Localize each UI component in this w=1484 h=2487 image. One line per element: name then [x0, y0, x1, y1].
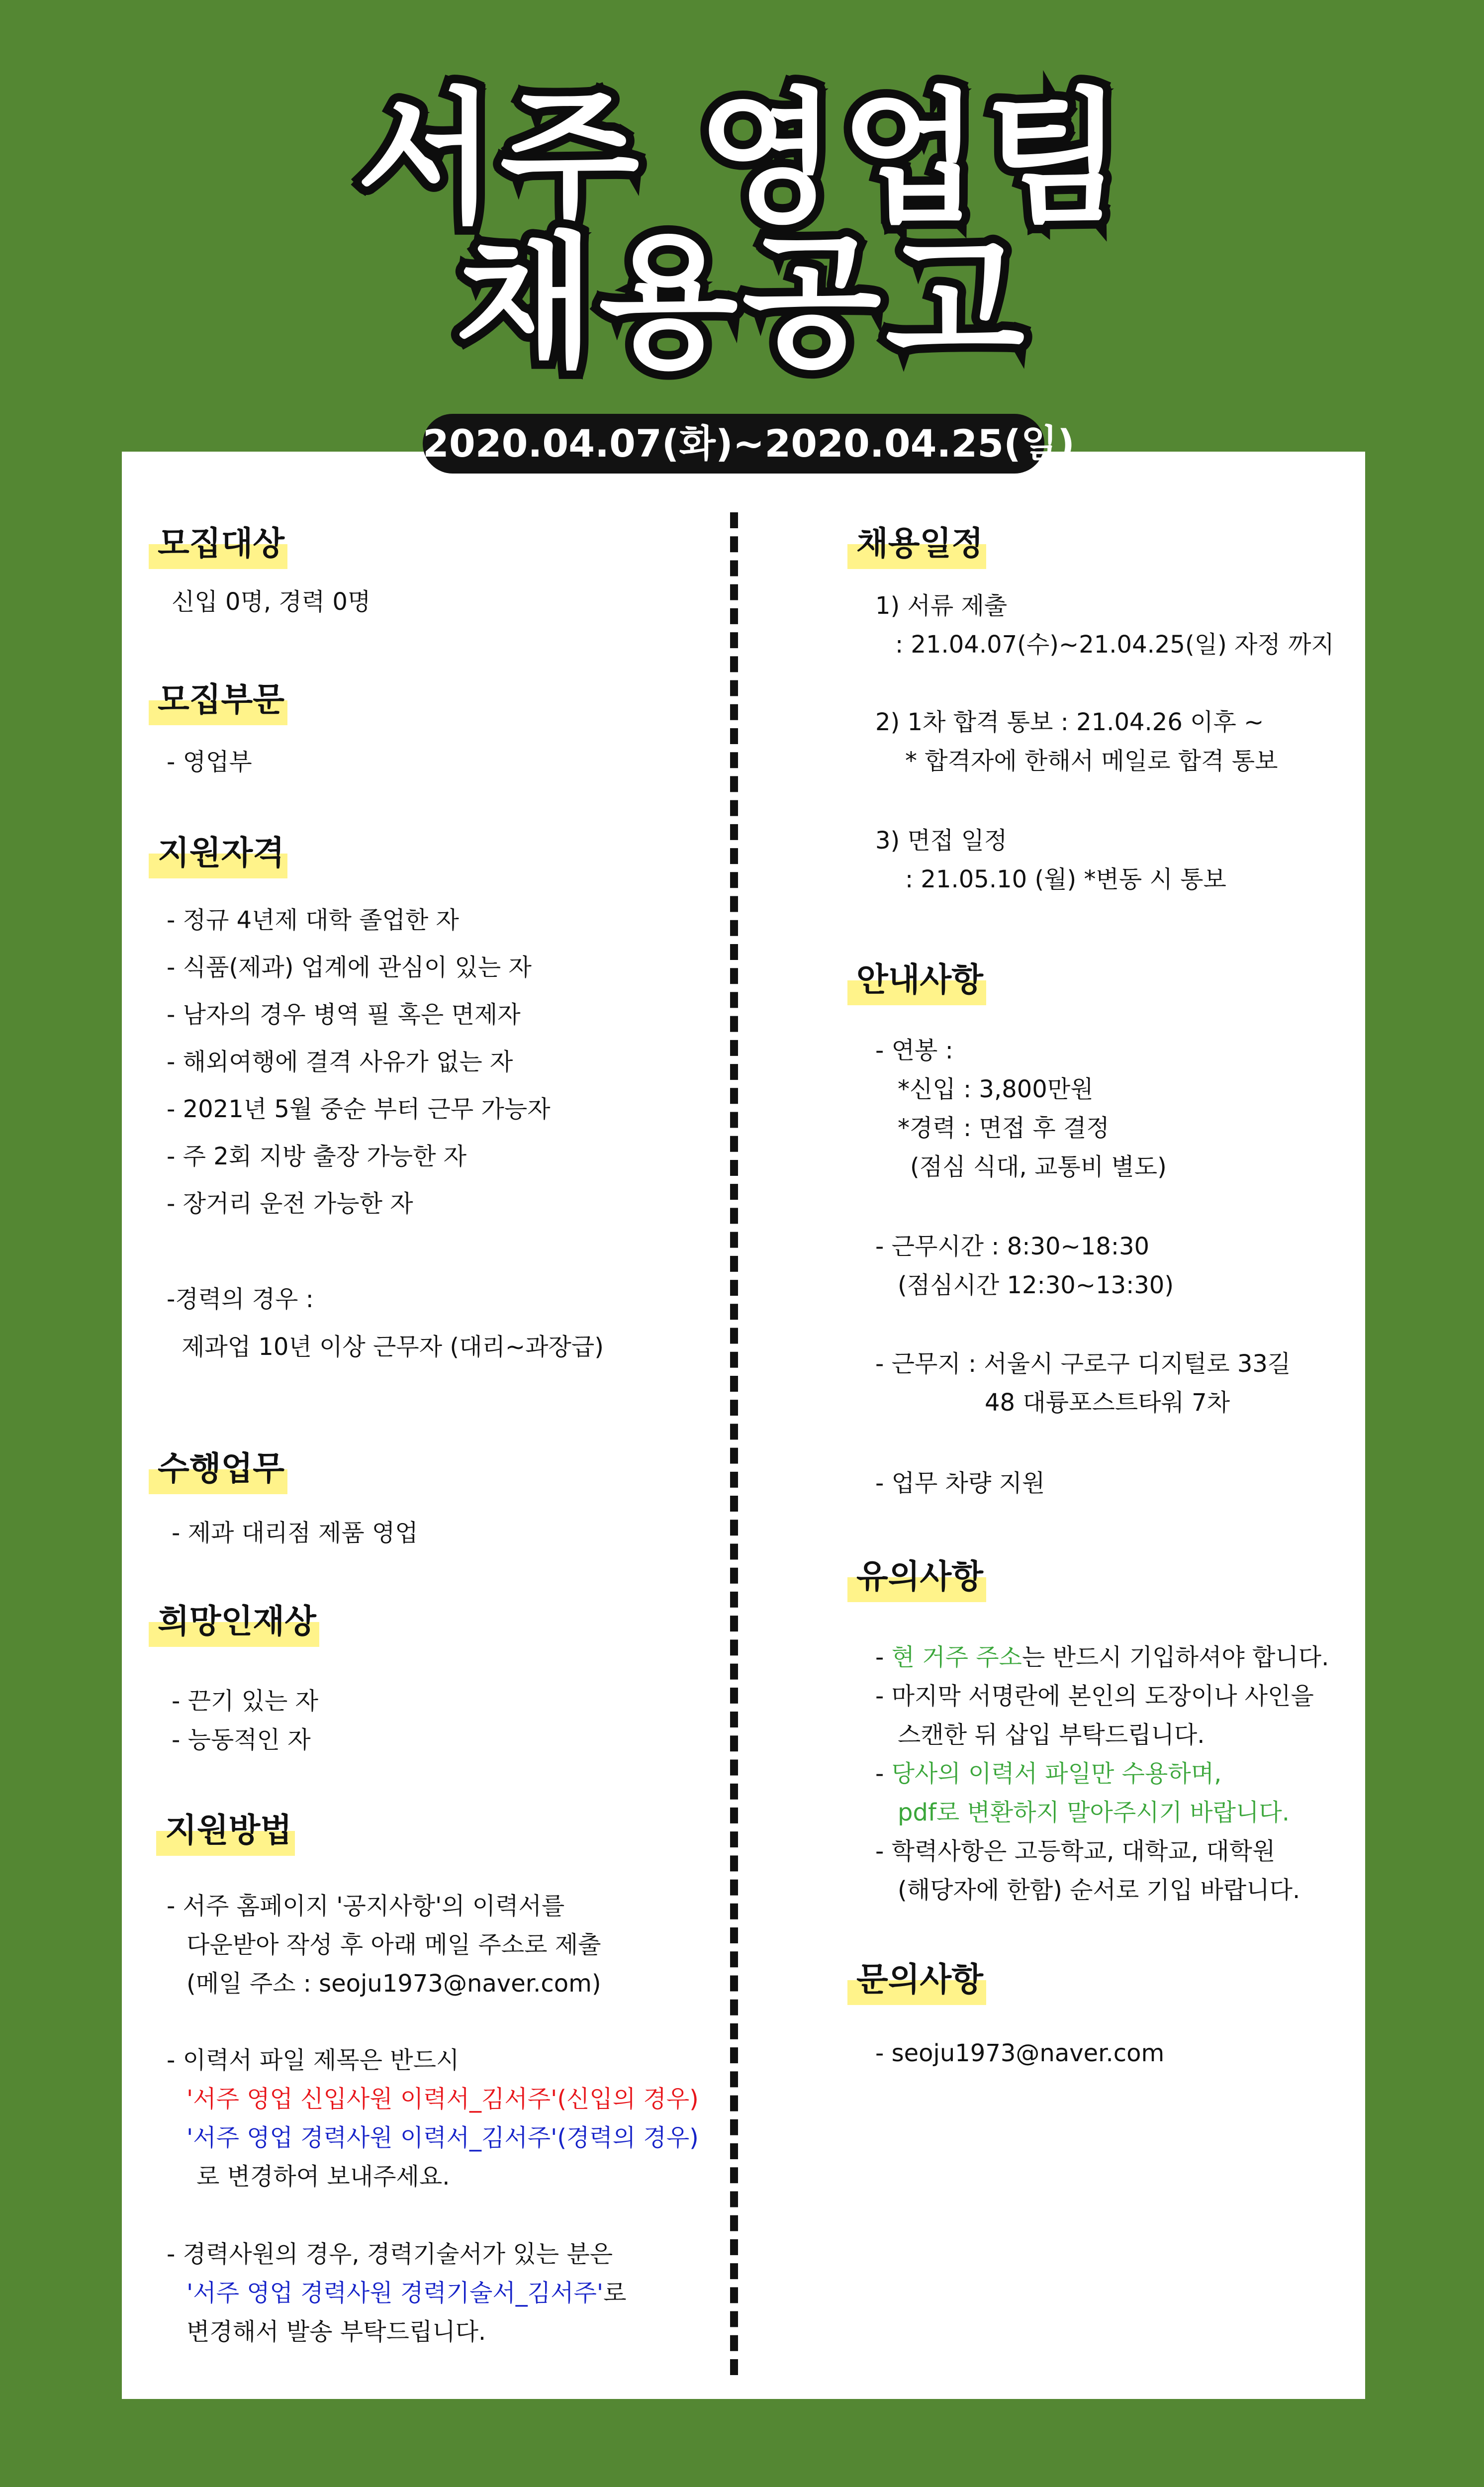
info-line: (점심 식대, 교통비 별도): [910, 1153, 1167, 1181]
qualification-item: - 해외여행에 결격 사유가 없는 자: [167, 1048, 513, 1076]
heading-qualifications: 지원자격: [152, 831, 290, 875]
apply-line: 변경해서 발송 부탁드립니다.: [186, 2318, 486, 2346]
apply-line: 로 변경하여 보내주세요.: [196, 2163, 450, 2191]
notes-line: pdf로 변환하지 말아주시기 바랍니다.: [898, 1799, 1290, 1826]
info-line: *경력 : 면접 후 결정: [898, 1114, 1110, 1142]
title-line-1: 서주 영업팀: [357, 75, 1127, 243]
apply-line: '서주 영업 경력사원 경력기술서_김서주'로: [186, 2279, 627, 2307]
qualification-item: - 정규 4년제 대학 졸업한 자: [167, 906, 459, 934]
recruit-target-text: 신입 0명, 경력 0명: [172, 588, 371, 616]
heading-ideal-candidate: 희망인재상: [152, 1599, 322, 1644]
info-line: - 연봉 :: [875, 1037, 953, 1064]
notes-line: - 학력사항은 고등학교, 대학교, 대학원: [875, 1837, 1276, 1865]
qualification-item: - 남자의 경우 병역 필 혹은 면제자: [167, 1001, 521, 1029]
title-line-2: 채용공고: [455, 219, 1029, 387]
info-line: 48 대륭포스트타워 7차: [985, 1389, 1230, 1417]
heading-contact: 문의사항: [850, 1957, 989, 2002]
schedule-line: : 21.04.07(수)~21.04.25(일) 자정 까지: [895, 631, 1334, 659]
heading-notes: 유의사항: [850, 1554, 989, 1599]
notes-line: 스캔한 뒤 삽입 부탁드립니다.: [898, 1721, 1205, 1749]
heading-recruit-dept: 모집부문: [152, 677, 290, 722]
apply-line: - 이력서 파일 제목은 반드시: [167, 2046, 460, 2074]
qualification-career-label: -경력의 경우 :: [167, 1285, 314, 1313]
info-line: - 업무 차량 지원: [875, 1469, 1045, 1497]
info-line: (점심시간 12:30~13:30): [898, 1271, 1174, 1299]
info-line: - 근무지 : 서울시 구로구 디지털로 33길: [875, 1350, 1291, 1378]
heading-recruit-target: 모집대상: [152, 521, 290, 566]
heading-info: 안내사항: [850, 957, 989, 1002]
qualification-career-detail: 제과업 10년 이상 근무자 (대리~과장급): [182, 1333, 604, 1361]
schedule-line: 3) 면접 일정: [875, 827, 1008, 855]
notes-line: (해당자에 한함) 순서로 기입 바랍니다.: [898, 1876, 1300, 1904]
schedule-line: 1) 서류 제출: [875, 592, 1008, 620]
qualification-item: - 주 2회 지방 출장 가능한 자: [167, 1143, 467, 1170]
schedule-line: : 21.05.10 (월) *변동 시 통보: [905, 865, 1226, 893]
notes-line: - 당사의 이력서 파일만 수용하며,: [875, 1760, 1222, 1788]
notes-line: - 현 거주 주소는 반드시 기입하셔야 합니다.: [875, 1643, 1329, 1671]
info-line: - 근무시간 : 8:30~18:30: [875, 1233, 1150, 1260]
recruitment-period: 2020.04.07(화)~2020.04.25(일): [423, 414, 1044, 474]
contact-email: - seoju1973@naver.com: [875, 2039, 1165, 2067]
heading-duties: 수행업무: [152, 1446, 290, 1491]
qualification-item: - 식품(제과) 업계에 관심이 있는 자: [167, 954, 532, 981]
notes-line: - 마지막 서명란에 본인의 도장이나 사인을: [875, 1682, 1314, 1710]
apply-line: (메일 주소 : seoju1973@naver.com): [186, 1970, 601, 1998]
apply-line: 다운받아 작성 후 아래 메일 주소로 제출: [186, 1931, 601, 1959]
qualification-item: - 2021년 5월 중순 부터 근무 가능자: [167, 1095, 551, 1123]
heading-apply-method: 지원방법: [159, 1808, 298, 1853]
apply-line: - 서주 홈페이지 '공지사항'의 이력서를: [167, 1892, 565, 1920]
duties-text: - 제과 대리점 제품 영업: [172, 1519, 418, 1547]
apply-filename-career: '서주 영업 경력사원 이력서_김서주'(경력의 경우): [186, 2124, 699, 2152]
column-divider: [730, 512, 738, 2375]
schedule-line: 2) 1차 합격 통보 : 21.04.26 이후 ~: [875, 708, 1264, 736]
schedule-line: * 합격자에 한해서 메일로 합격 통보: [905, 747, 1278, 775]
ideal-item: - 능동적인 자: [172, 1726, 311, 1754]
apply-filename-new: '서주 영업 신입사원 이력서_김서주'(신입의 경우): [186, 2085, 699, 2113]
info-line: *신입 : 3,800만원: [898, 1075, 1094, 1103]
heading-schedule: 채용일정: [850, 521, 989, 566]
qualification-item: - 장거리 운전 가능한 자: [167, 1190, 413, 1218]
apply-line: - 경력사원의 경우, 경력기술서가 있는 분은: [167, 2240, 613, 2268]
ideal-item: - 끈기 있는 자: [172, 1687, 318, 1715]
recruit-dept-text: - 영업부: [167, 748, 252, 776]
